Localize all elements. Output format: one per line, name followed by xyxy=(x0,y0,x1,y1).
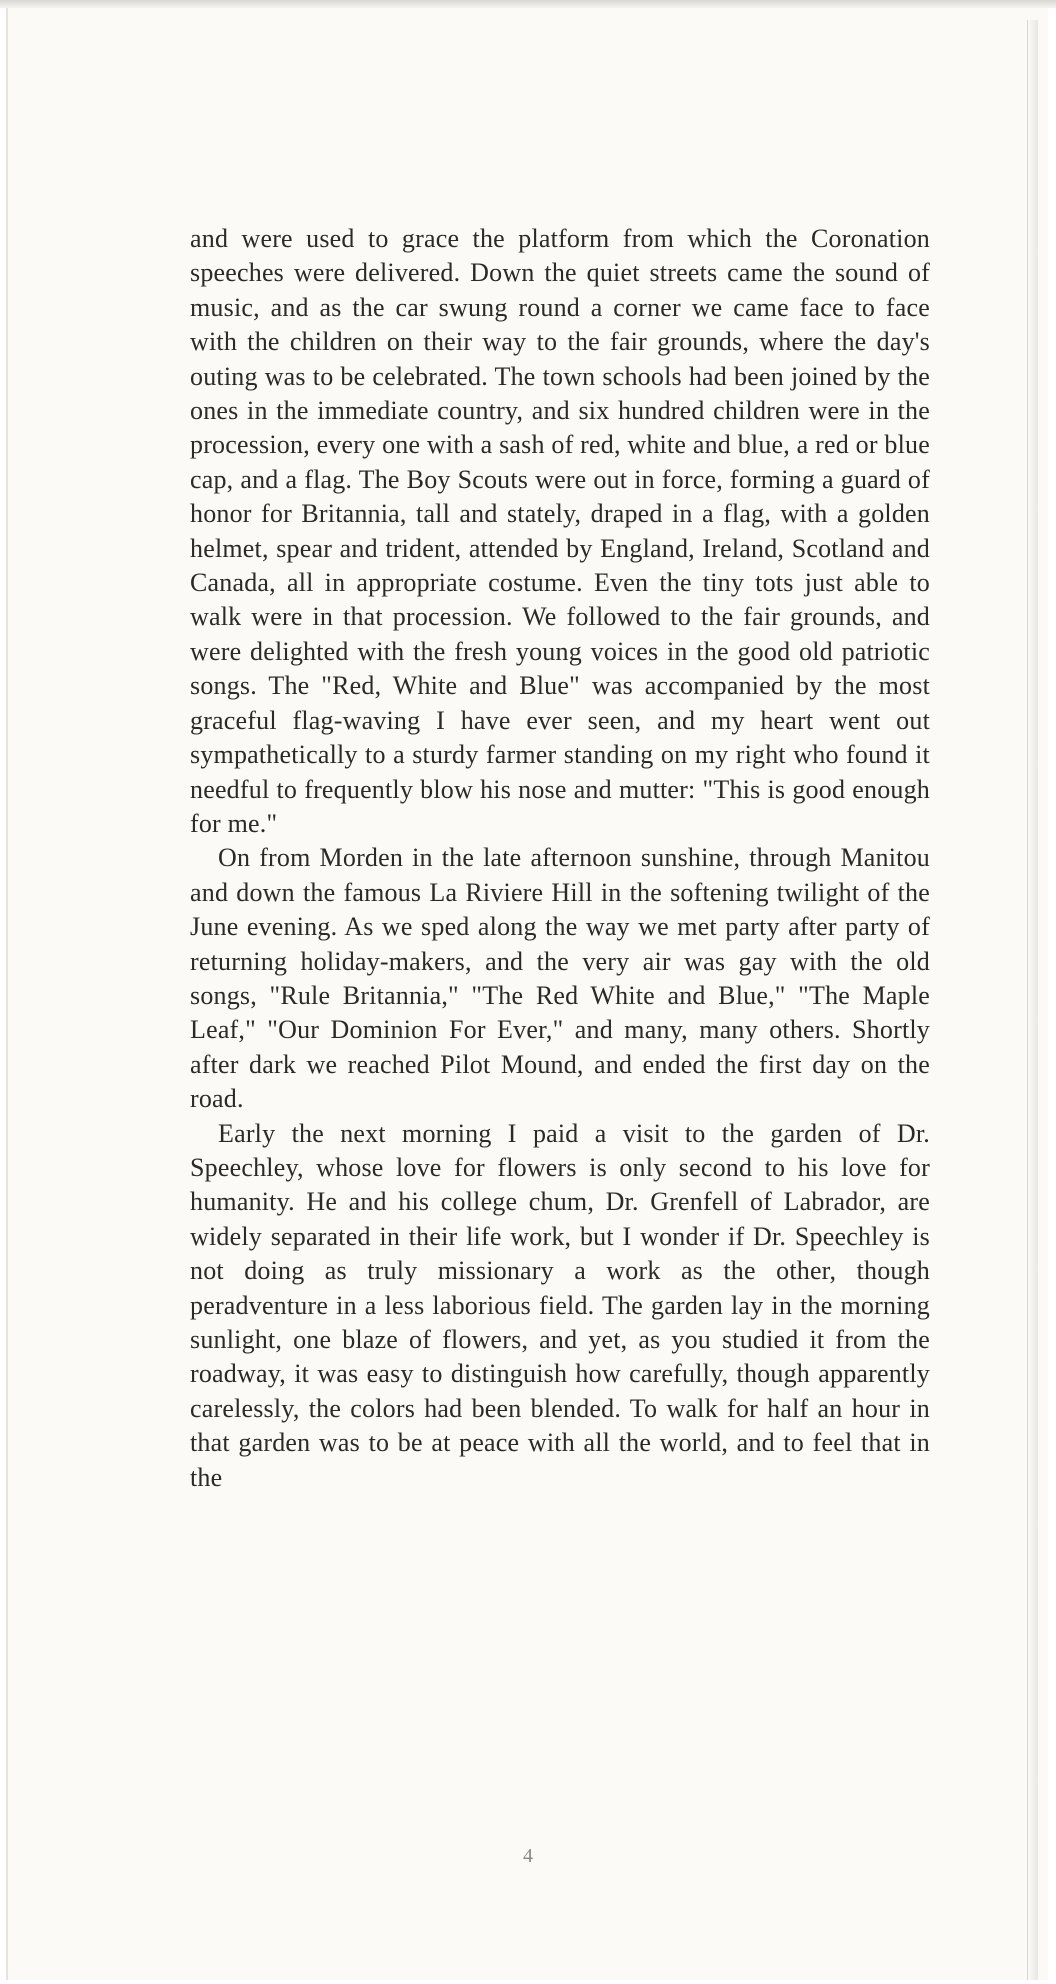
paragraph-2: On from Morden in the late afternoon sunshine, through Manitou and down the famous La Riviere Hill in the softening twilight of the June evening. As we sped along the way we met party after party of returning holiday-makers, and the very air was gay with the old songs, "Rule Britannia," "The Red White and Blue," "The Maple Leaf," "Our Dominion For Ever," and many, many others. Shortly after dark we reached Pilot Mound, and ended the first day on the road. xyxy=(190,843,930,1114)
scan-top-edge xyxy=(0,0,1056,8)
page-right-edge xyxy=(1027,20,1038,1980)
page-number: 4 xyxy=(523,1845,533,1867)
paragraph-1: and were used to grace the platform from which the Coronation speeches were delivered. Down the quiet streets came the sound of music, and as the car swung round a corner we came face to face with the children on their way to the fair grounds, where the day's outing was to be celebrated. The town schools had been joined by the ones in the immediate country, and six hundred children were in the procession, every one with a sash of red, white and blue, a red or blue cap, and a flag. The Boy Scouts were out in force, forming a guard of honor for Britannia, tall and stately, draped in a flag, with a golden helmet, spear and trident, attended by England, Ireland, Scotland and Canada, all in appropriate costume. Even the tiny tots just able to walk were in that procession. We followed to the fair grounds, and were delighted with the fresh young voices in the good old patriotic songs. The "Red, White and Blue" was accompanied by the most graceful flag-waving I have ever seen, and my heart went out sympathetically to a sturdy farmer standing on my right who found it needful to frequently blow his nose and mutter: "This is good enough for me." xyxy=(190,224,930,838)
paragraph-3: Early the next morning I paid a visit to the garden of Dr. Speechley, whose love for flowers is only second to his love for humanity. He and his college chum, Dr. Grenfell of Labrador, are widely separated in their life work, but I wonder if Dr. Speechley is not doing as truly missionary a work as the other, though peradventure in a less laborious field. The garden lay in the morning sunlight, one blaze of flowers, and yet, as you studied it from the roadway, it was easy to distinguish how carefully, though apparently carelessly, the colors had been blended. To walk for half an hour in that garden was to be at peace with all the world, and to feel that in the xyxy=(190,1118,930,1492)
body-text xyxy=(190,222,930,1495)
